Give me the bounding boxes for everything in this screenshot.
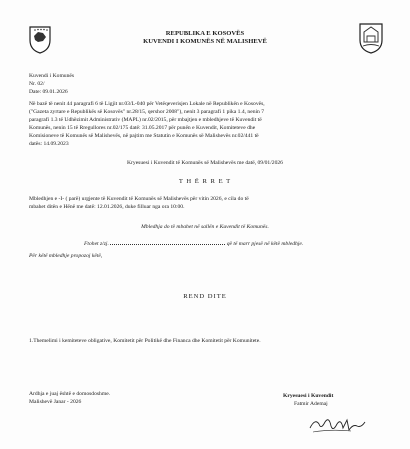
convocation-title: T H Ë R R E T xyxy=(178,178,232,185)
municipality-emblem-icon xyxy=(358,22,384,54)
attendance-note: Ardhja e juaj është e domosdoshme. xyxy=(29,391,111,397)
body-line: mbahet ditën e Hënë me datë: 12.01.2026, duke filluar nga ora 10:00. xyxy=(29,204,185,210)
place-date: Malishevë Janar - 2026 xyxy=(29,399,82,405)
org-name: Kuvendi i Komunës xyxy=(29,73,75,79)
preamble-line: Komisioneve të Komunës së Malishevës, në pajtim me Statutin e Komunës së Malishevës nr.02/441 të xyxy=(29,133,259,139)
handwritten-signature xyxy=(307,414,367,436)
invitee-blank xyxy=(110,244,225,245)
signatory-title: Kryesuesi i Kuvendit xyxy=(283,393,334,399)
republic-heading: REPUBLIKA E KOSOVËS xyxy=(165,30,245,37)
venue-line: Mbledhja do të mbahet në sallën e Kuvendit të Komunës. xyxy=(141,224,269,230)
invite-line xyxy=(84,241,303,248)
agenda-item: 1.Themelimi i kemiteteve obligative, Komitetit për Politikë dhe Financa dhe Komitetit për Komunitete. xyxy=(29,338,261,344)
preamble-line: datës: 14.09.2023 xyxy=(29,141,69,147)
preamble-line: ("Gazeta zyrtare e Republikës së Kosovës" nr.28/15, qershor 2008"), nenit 3 paragrafi 1 pika 1.4, nenin 7 xyxy=(29,109,265,115)
preamble-line: Komunës, nenin 15 të Rregullores nr.02/175 datë: 31.05.2017 për punën e Kuvendit, Komiteteve dhe xyxy=(29,125,256,131)
preamble-line: paragrafi 1.3 të Udhëzimit Administrativ (MAPL) nr.02/2015, për mbajtjen e mbledhjeve të Kuvendit të xyxy=(29,117,262,123)
assembly-heading: KUVENDI I KOMUNËS NË MALISHEVË xyxy=(143,38,267,45)
kosovo-coat-of-arms-icon xyxy=(29,24,51,54)
signatory-name: Fatmir Ademaj xyxy=(294,401,328,407)
document-date: Date: 09.01.2026 xyxy=(29,89,68,95)
agenda-title: REND DITE xyxy=(183,293,227,300)
document-number: Nr. 02/ xyxy=(29,81,45,87)
invite-suffix: që të marr pjesë në këtë mbledhje. xyxy=(226,241,304,247)
chair-line: Kryesuesi i Kuvendit të Komunës së Malishevës me datë, 09/01/2026 xyxy=(127,160,283,166)
body-line: Mbledhjen e -I- ( parë) urgjente të Kuvendit të Komunës së Malishevës për vitin 2026, e cila do të xyxy=(29,196,249,202)
preamble-line: Në bazë të nenit 44 paragrafi 6 të Ligjit nr.03/L-040 për Vetëqeverisjen Lokale në Republikën e Kosovës, xyxy=(29,101,265,107)
proposal-line: Për këtë mbledhje propozoj këtë, xyxy=(29,253,103,259)
invite-prefix: Ftohet z/zj. xyxy=(84,241,109,247)
